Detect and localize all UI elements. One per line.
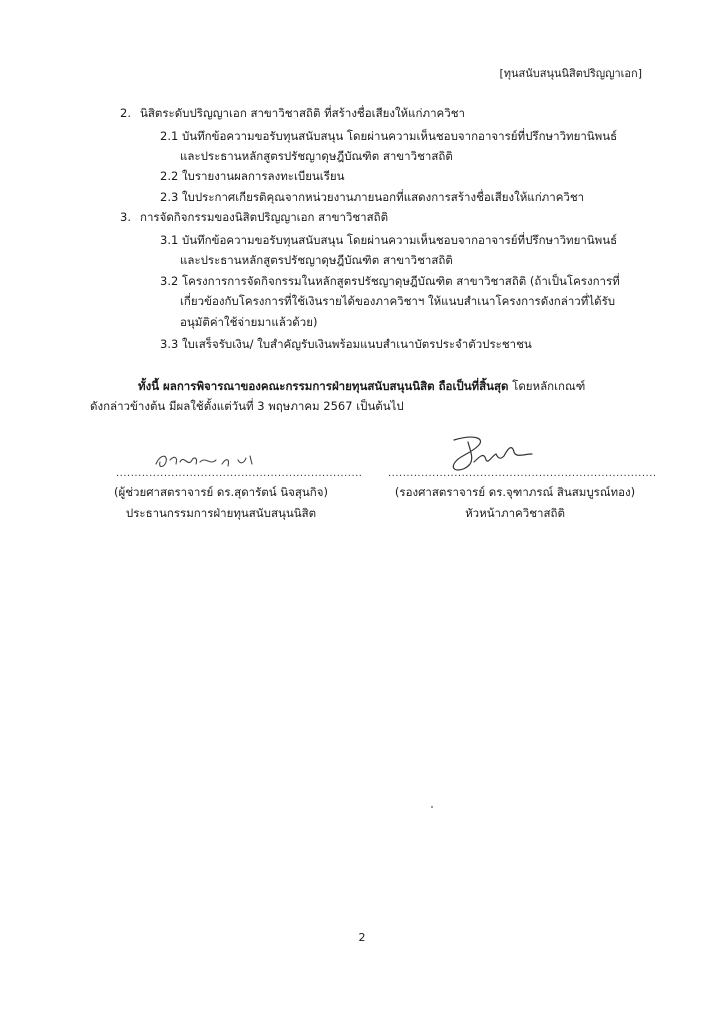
- conclusion-line-2: ดังกล่าวข้างต้น มีผลใช้ตั้งแต่วันที่ 3 พฤษภาคม 2567 เป็นต้นไป: [90, 399, 404, 413]
- section-3-number: 3.: [120, 210, 131, 224]
- left-signatory-position: ประธานกรรมการฝ่ายทุนสนับสนุนนิสิต: [125, 506, 317, 520]
- item-2-2: 2.2 ใบรายงานผลการลงทะเบียนเรียน: [160, 169, 345, 183]
- page-number: 2: [358, 931, 366, 944]
- item-3-2-line-1: 3.2 โครงการการจัดกิจกรรมในหลักสูตรปรัชญาดุษฎีบัณฑิต สาขาวิชาสถิติ (ถ้าเป็นโครงการที่: [160, 274, 620, 288]
- item-3-1-line-1: 3.1 บันทึกข้อความขอรับทุนสนับสนุน โดยผ่านความเห็นชอบจากอาจารย์ที่ปรึกษาวิทยานิพนธ์: [160, 233, 618, 247]
- item-3-2-line-3: อนุมัติค่าใช้จ่ายมาแล้วด้วย): [180, 315, 318, 329]
- right-signatory-name: (รองศาสตราจารย์ ดร.จุฑาภรณ์ สินสมบูรณ์ทอง): [394, 485, 636, 499]
- item-2-1-line-2: และประธานหลักสูตรปรัชญาดุษฎีบัณฑิต สาขาวิชาสถิติ: [180, 149, 453, 163]
- section-3-title: การจัดกิจกรรมของนิสิตปริญญาเอก สาขาวิชาสถิติ: [140, 210, 389, 224]
- section-2-title: นิสิตระดับปริญญาเอก สาขาวิชาสถิติ ที่สร้างชื่อเสียงให้แก่ภาควิชา: [140, 106, 465, 120]
- item-3-3: 3.3 ใบเสร็จรับเงิน/ ใบสำคัญรับเงินพร้อมแนบสำเนาบัตรประจำตัวประชาชน: [160, 337, 532, 351]
- page-header: [ทุนสนับสนุนนิสิตปริญญาเอก]: [499, 67, 642, 80]
- right-signature-line: .........................................................................: [388, 468, 657, 479]
- item-2-3: 2.3 ใบประกาศเกียรติคุณจากหน่วยงานภายนอกที่แสดงการสร้างชื่อเสียงให้แก่ภาควิชา: [160, 190, 585, 204]
- section-2-number: 2.: [120, 106, 131, 120]
- item-3-2-line-2: เกี่ยวข้องกับโครงการที่ใช้เงินรายได้ของภาควิชาฯ ให้แนบสำเนาโครงการดังกล่าวที่ได้รับ: [180, 294, 616, 308]
- item-3-1-line-2: และประธานหลักสูตรปรัชญาดุษฎีบัณฑิต สาขาวิชาสถิติ: [180, 253, 453, 267]
- left-signatory-name: (ผู้ช่วยศาสตราจารย์ ดร.สุดารัตน์ นิจสุนกิจ): [114, 485, 328, 499]
- conclusion-bold: ทั้งนี้ ผลการพิจารณาของคณะกรรมการฝ่ายทุนสนับสนุนนิสิต ถือเป็นที่สิ้นสุด: [138, 379, 509, 393]
- item-2-1-line-1: 2.1 บันทึกข้อความขอรับทุนสนับสนุน โดยผ่านความเห็นชอบจากอาจารย์ที่ปรึกษาวิทยานิพนธ์: [160, 129, 618, 143]
- conclusion-rest: โดยหลักเกณฑ์: [508, 379, 586, 393]
- right-signatory-position: หัวหน้าภาควิชาสถิติ: [465, 506, 565, 520]
- left-signature-line: ...................................................................: [116, 468, 363, 479]
- scan-speck: [431, 806, 433, 808]
- conclusion-line-1: [138, 378, 585, 394]
